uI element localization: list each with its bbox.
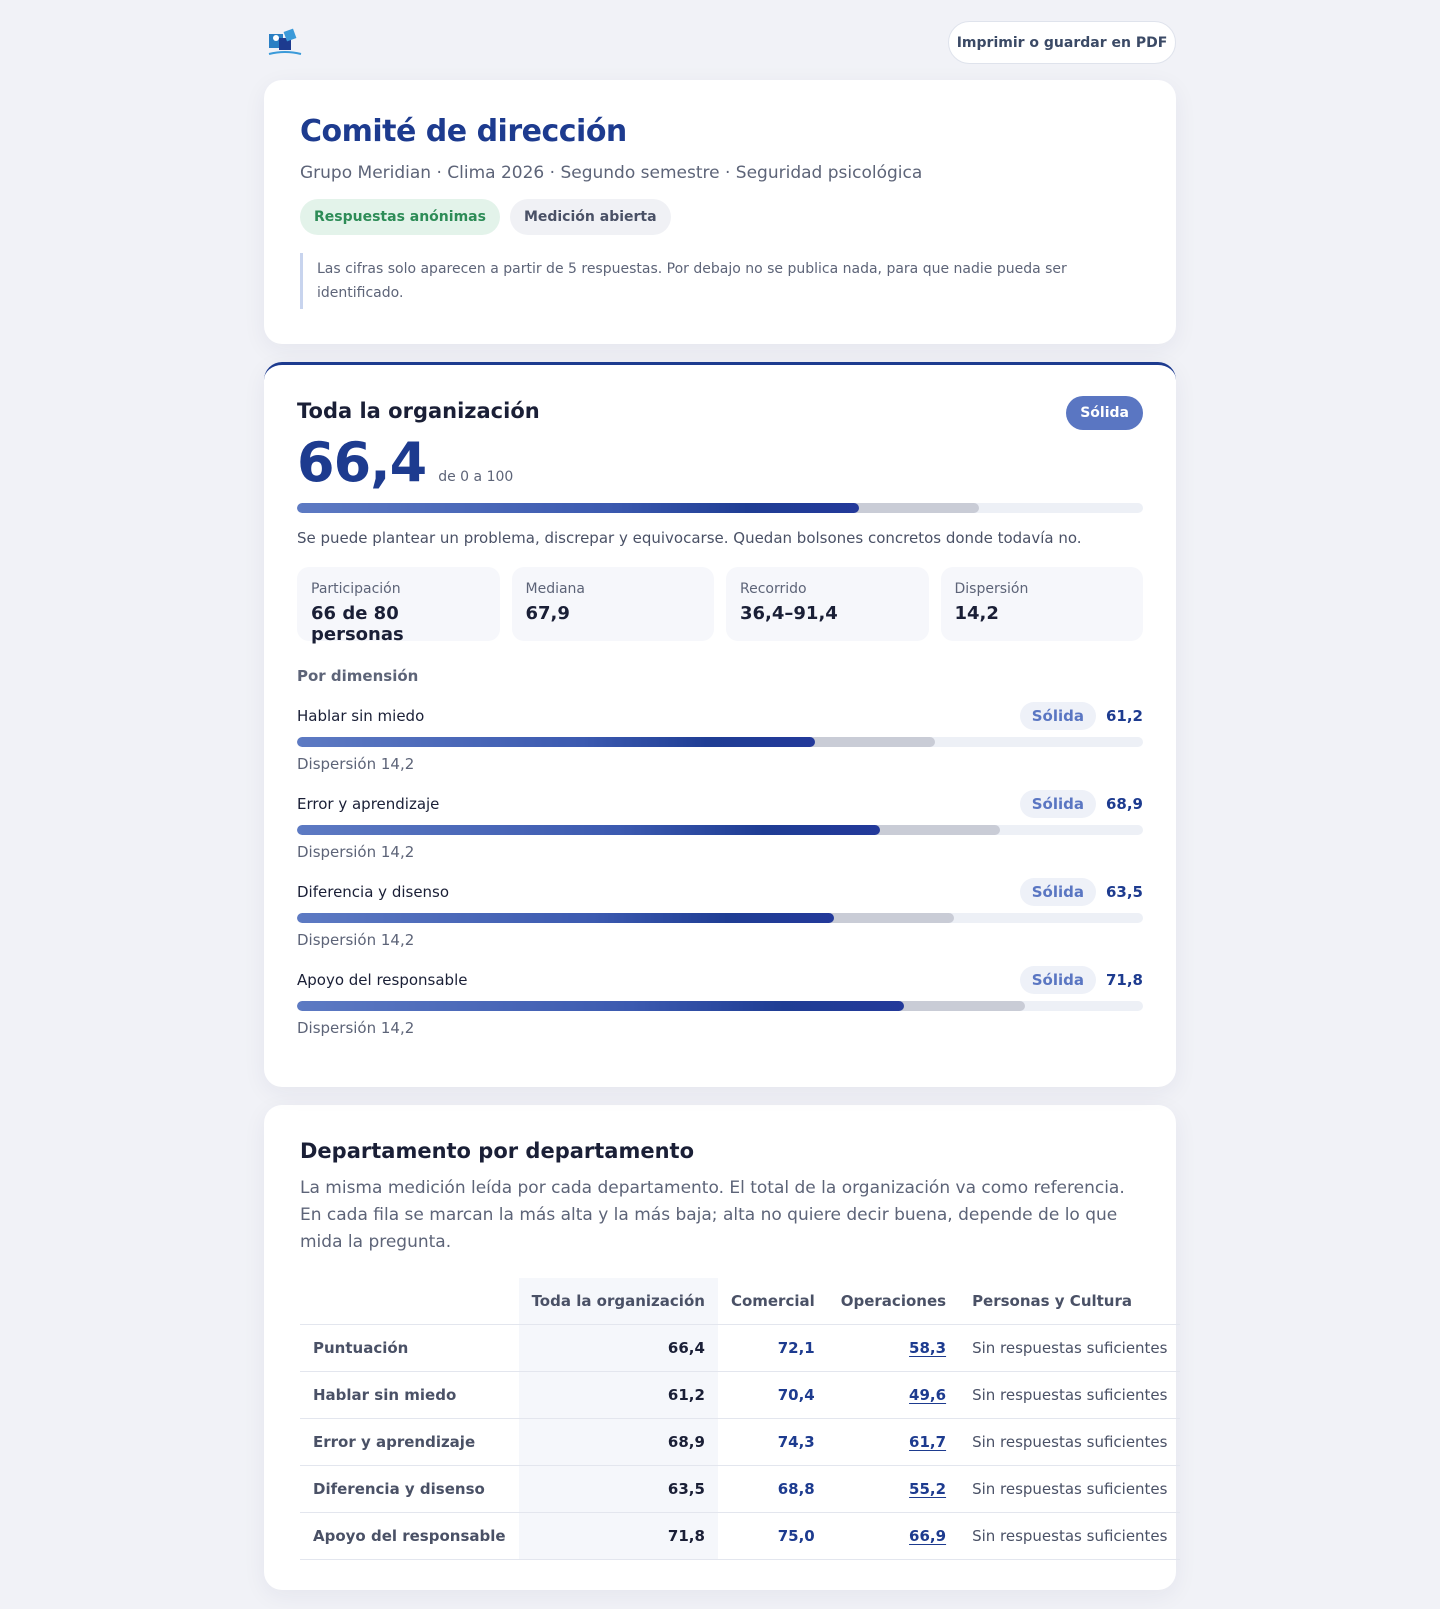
top-bar	[264, 0, 1176, 80]
stat-range	[726, 567, 929, 641]
stats-row	[297, 567, 1143, 645]
dimension-dispersion: Dispersión 14,2	[297, 1019, 415, 1037]
stat-label: Participación	[311, 581, 401, 597]
row-label: Puntuación	[300, 1324, 519, 1371]
row-label: Diferencia y disenso	[300, 1465, 519, 1512]
stat-value: 14,2	[954, 603, 999, 624]
print-pdf-button[interactable]: Imprimir o guardar en PDF	[948, 21, 1176, 64]
page-title: Comité de dirección	[300, 114, 627, 149]
dimension-fill	[297, 825, 880, 835]
cell-org: 71,8	[519, 1512, 718, 1559]
dimension-fill	[297, 737, 815, 747]
dimension-header	[297, 789, 1143, 819]
org-score-fill	[297, 503, 859, 513]
score-row	[297, 431, 1143, 494]
dimension-name: Hablar sin miedo	[297, 707, 425, 725]
dimension-dispersion: Dispersión 14,2	[297, 755, 415, 773]
dimension-meta	[1020, 966, 1143, 994]
cell-personas: Sin respuestas suficientes	[959, 1512, 1180, 1559]
cell-comercial: 75,0	[718, 1512, 828, 1559]
lowest-value-marker: 61,7	[909, 1432, 947, 1451]
stat-median	[512, 567, 715, 641]
dimension-name: Diferencia y disenso	[297, 883, 450, 901]
stat-label: Recorrido	[740, 581, 807, 597]
row-label: Apoyo del responsable	[300, 1512, 519, 1559]
department-description: La misma medición leída por cada departamento. El total de la organización va como referencia. En cada fila se marcan la más alta y la más baja; alta no quiere decir buena, depende de lo que mida la pregunta.	[300, 1178, 1125, 1252]
lowest-value-marker: 58,3	[909, 1338, 947, 1357]
organization-card	[264, 362, 1176, 1087]
cell-org: 68,9	[519, 1418, 718, 1465]
table-row	[300, 1512, 1180, 1559]
dimension-item	[297, 877, 1143, 949]
dimension-badge: Sólida	[1020, 878, 1096, 906]
lowest-value-marker: 49,6	[909, 1385, 947, 1404]
table-header-row	[300, 1278, 1180, 1324]
dimension-score: 71,8	[1105, 971, 1143, 989]
dimension-item	[297, 701, 1143, 773]
dimension-header	[297, 877, 1143, 907]
row-label: Error y aprendizaje	[300, 1418, 519, 1465]
dimension-badge: Sólida	[1020, 702, 1096, 730]
table-row	[300, 1418, 1180, 1465]
dimension-bar	[297, 913, 1143, 923]
cell-operaciones	[828, 1418, 959, 1465]
anonymous-chip: Respuestas anónimas	[300, 199, 500, 235]
cell-operaciones	[828, 1324, 959, 1371]
dimension-badge: Sólida	[1020, 790, 1096, 818]
dimension-item	[297, 789, 1143, 861]
org-score: 66,4	[297, 431, 427, 494]
column-header-empty	[300, 1278, 519, 1324]
stat-label: Mediana	[525, 581, 585, 597]
department-card	[264, 1105, 1176, 1590]
cell-org: 63,5	[519, 1465, 718, 1512]
cell-org: 61,2	[519, 1371, 718, 1418]
dimension-bar	[297, 737, 1143, 747]
dimension-name: Apoyo del responsable	[297, 971, 468, 989]
stat-dispersion	[941, 567, 1144, 641]
stat-participation	[297, 567, 500, 645]
dimension-item	[297, 965, 1143, 1037]
lowest-value-marker: 55,2	[909, 1479, 947, 1498]
cell-comercial: 70,4	[718, 1371, 828, 1418]
dimension-score: 63,5	[1105, 883, 1143, 901]
department-table	[300, 1278, 1180, 1560]
puzzle-logo-icon	[267, 26, 303, 60]
dimension-header	[297, 965, 1143, 995]
cell-comercial: 68,8	[718, 1465, 828, 1512]
column-header-org: Toda la organización	[519, 1278, 718, 1324]
dimension-meta	[1020, 878, 1143, 906]
cell-operaciones	[828, 1371, 959, 1418]
dimension-dispersion: Dispersión 14,2	[297, 931, 415, 949]
stat-value: 66 de 80 personas	[311, 603, 404, 645]
cell-org: 66,4	[519, 1324, 718, 1371]
dimension-meta	[1020, 702, 1143, 730]
cell-personas: Sin respuestas suficientes	[959, 1324, 1180, 1371]
table-row	[300, 1324, 1180, 1371]
lowest-value-marker: 66,9	[909, 1526, 947, 1545]
dimension-meta	[1020, 790, 1143, 818]
dimension-header	[297, 701, 1143, 731]
privacy-note: Las cifras solo aparecen a partir de 5 respuestas. Por debajo no se publica nada, para que nadie pueda ser identificado.	[300, 253, 1120, 309]
org-status-badge: Sólida	[1066, 396, 1143, 430]
org-description: Se puede plantear un problema, discrepar y equivocarse. Quedan bolsones concretos donde todavía no.	[297, 529, 1082, 547]
department-title: Departamento por departamento	[300, 1139, 695, 1163]
page-subtitle: Grupo Meridian · Clima 2026 · Segundo semestre · Seguridad psicológica	[300, 163, 923, 183]
dimension-bar	[297, 1001, 1143, 1011]
cell-personas: Sin respuestas suficientes	[959, 1371, 1180, 1418]
open-measurement-chip: Medición abierta	[510, 199, 671, 235]
stat-value: 67,9	[525, 603, 570, 624]
column-header-personas: Personas y Cultura	[959, 1278, 1180, 1324]
status-chips	[300, 199, 1140, 235]
dimension-dispersion: Dispersión 14,2	[297, 843, 415, 861]
row-label: Hablar sin miedo	[300, 1371, 519, 1418]
dimension-bar	[297, 825, 1143, 835]
dimension-score: 68,9	[1105, 795, 1143, 813]
header-card	[264, 80, 1176, 344]
dimensions-heading: Por dimensión	[297, 667, 419, 685]
cell-personas: Sin respuestas suficientes	[959, 1465, 1180, 1512]
cell-comercial: 72,1	[718, 1324, 828, 1371]
cell-comercial: 74,3	[718, 1418, 828, 1465]
score-scale: de 0 a 100	[438, 469, 514, 485]
dimension-score: 61,2	[1105, 707, 1143, 725]
cell-personas: Sin respuestas suficientes	[959, 1418, 1180, 1465]
org-title: Toda la organización	[297, 399, 540, 423]
dimension-fill	[297, 1001, 904, 1011]
column-header-operaciones: Operaciones	[828, 1278, 959, 1324]
cell-operaciones	[828, 1512, 959, 1559]
table-row	[300, 1371, 1180, 1418]
stat-label: Dispersión	[954, 581, 1029, 597]
dimension-name: Error y aprendizaje	[297, 795, 440, 813]
cell-operaciones	[828, 1465, 959, 1512]
table-row	[300, 1465, 1180, 1512]
content-column	[264, 0, 1176, 1590]
stat-value: 36,4–91,4	[740, 603, 838, 624]
column-header-comercial: Comercial	[718, 1278, 828, 1324]
dimension-badge: Sólida	[1020, 966, 1096, 994]
org-score-bar	[297, 503, 1143, 513]
dimension-fill	[297, 913, 834, 923]
